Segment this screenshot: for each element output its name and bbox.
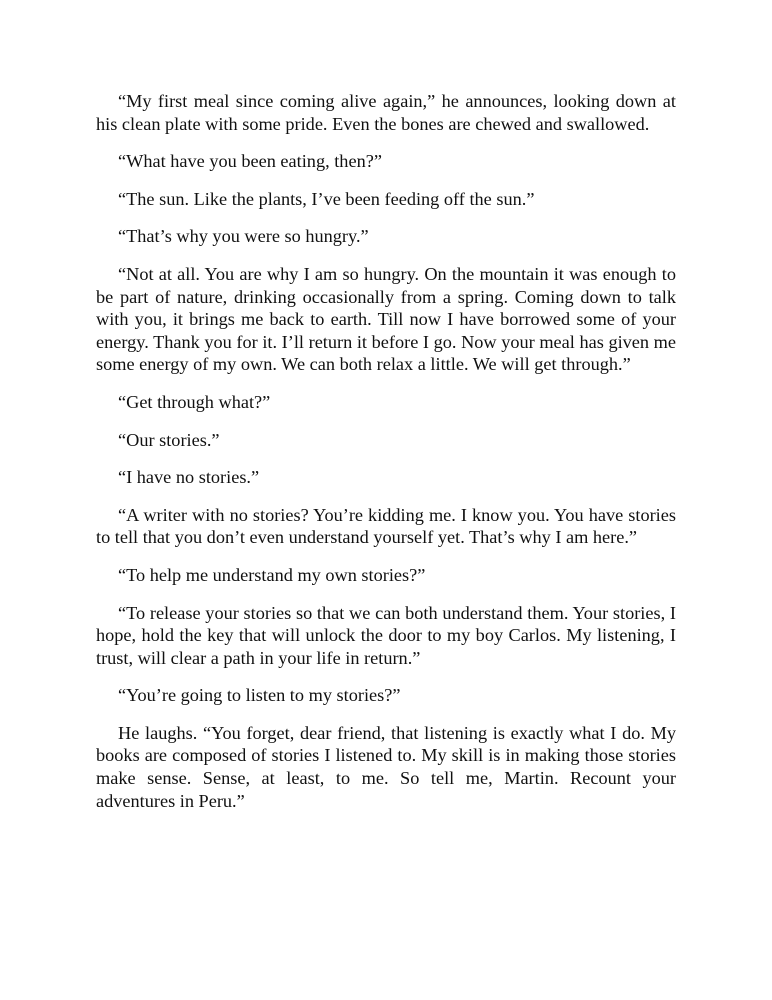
page-body — [96, 90, 676, 827]
paragraph: “A writer with no stories? You’re kidding me. I know you. You have stories to tell that you don’t even understand yourself yet. That’s why I am here.” — [96, 504, 676, 548]
paragraph: He laughs. “You forget, dear friend, that listening is exactly what I do. My books are composed of stories I listened to. My skill is in making those stories make sense. Sense, at least, to me. So tell me, Martin. Recount your adventures in Peru.” — [96, 722, 676, 811]
paragraph: “Get through what?” — [118, 391, 271, 412]
paragraph: “Our stories.” — [118, 429, 220, 450]
paragraph: “To release your stories so that we can both understand them. Your stories, I hope, hold the key that will unlock the door to my boy Carlos. My listening, I trust, will clear a path in your life in return.” — [96, 602, 676, 668]
paragraph: “That’s why you were so hungry.” — [118, 226, 369, 247]
paragraph: “What have you been eating, then?” — [118, 151, 382, 172]
paragraph: “My first meal since coming alive again,” he announces, looking down at his clean plate with some pride. Even the bones are chewed and swallowed. — [96, 91, 676, 134]
paragraph: “I have no stories.” — [118, 467, 260, 488]
paragraph: “To help me understand my own stories?” — [118, 564, 426, 585]
paragraph: “Not at all. You are why I am so hungry. On the mountain it was enough to be part of nature, drinking occasionally from a spring. Coming down to talk with you, it brings me back to earth. Till now I have borrowed some of your energy. Thank you for it. I’ll return it before I go. Now your meal has given me some energy of my own. We can both relax a little. We will get through.” — [96, 263, 676, 375]
paragraph: “You’re going to listen to my stories?” — [118, 685, 401, 706]
paragraph: “The sun. Like the plants, I’ve been feeding off the sun.” — [118, 188, 535, 209]
